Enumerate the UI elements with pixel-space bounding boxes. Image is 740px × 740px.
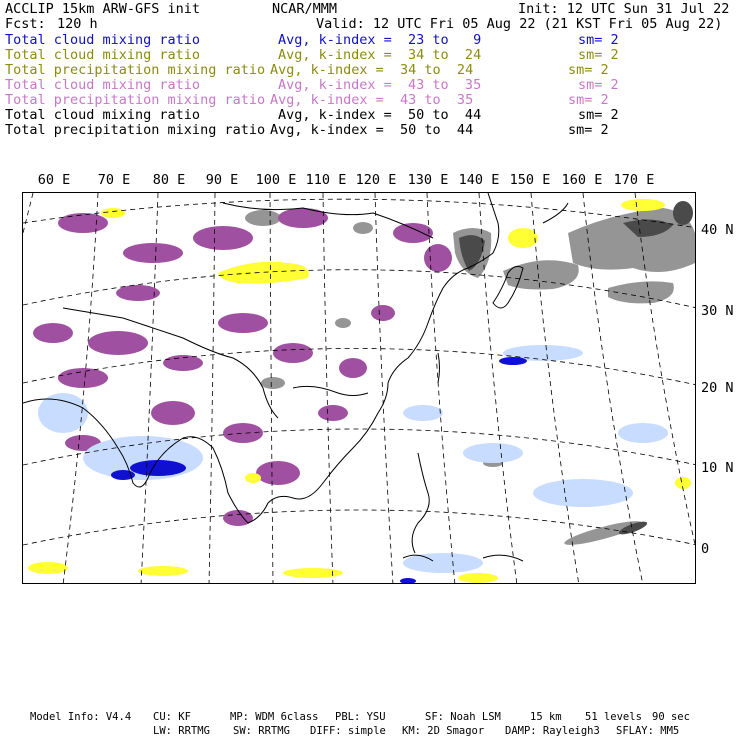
- footer-km: KM: 2D Smagor: [402, 725, 485, 737]
- footer-sflay: SFLAY: MM5: [616, 725, 680, 737]
- fcst-label: Fcst:: [5, 16, 46, 32]
- field-sm: sm= 2: [568, 62, 609, 78]
- lat-label: 0: [701, 541, 710, 557]
- field-sm: sm= 2: [578, 32, 619, 48]
- footer-sf: SF: Noah LSM: [425, 711, 501, 723]
- center-name: NCAR/MMM: [272, 1, 338, 17]
- footer-diff: DIFF: simple: [310, 725, 386, 737]
- purple-precip-field: [33, 208, 452, 526]
- lat-label: 30 N: [701, 303, 734, 319]
- lon-label: 170 E: [613, 172, 655, 188]
- field-name: Total precipitation mixing ratio: [5, 62, 266, 78]
- field-sm: sm= 2: [578, 107, 619, 123]
- field-name: Total precipitation mixing ratio: [5, 92, 266, 108]
- fcst-value: 120 h: [57, 16, 98, 32]
- lon-label: 150 E: [509, 172, 551, 188]
- lon-label: 80 E: [152, 172, 186, 188]
- lon-label: 160 E: [561, 172, 603, 188]
- field-stat: Avg, k-index = 43 to 35: [270, 92, 474, 108]
- field-stat: Avg, k-index = 50 to 44: [278, 107, 482, 123]
- lon-label: 110 E: [305, 172, 347, 188]
- field-name: Total cloud mixing ratio: [5, 107, 201, 123]
- field-stat: Avg, k-index = 34 to 24: [278, 47, 482, 63]
- blue-cloud-field: [111, 357, 527, 584]
- field-stat: Avg, k-index = 43 to 35: [278, 77, 482, 93]
- field-name: Total cloud mixing ratio: [5, 32, 201, 48]
- field-sm: sm= 2: [568, 122, 609, 138]
- field-name: Total precipitation mixing ratio: [5, 122, 266, 138]
- model-title: ACCLIP 15km ARW-GFS init: [5, 1, 201, 17]
- valid-time: Valid: 12 UTC Fri 05 Aug 22 (21 KST Fri 05 Aug 22): [316, 16, 723, 32]
- init-time: Init: 12 UTC Sun 31 Jul 22: [518, 1, 730, 17]
- footer-mp: MP: WDM 6class: [230, 711, 319, 723]
- footer-model-info: Model Info: V4.4: [30, 711, 132, 723]
- footer-pbl: PBL: YSU: [335, 711, 386, 723]
- lat-label: 10 N: [701, 460, 734, 476]
- footer-timestep: 90 sec: [652, 711, 690, 723]
- field-sm: sm= 2: [578, 77, 619, 93]
- lon-label: 70 E: [97, 172, 131, 188]
- lat-label: 40 N: [701, 222, 734, 238]
- map-canvas: [23, 193, 696, 584]
- lat-label: 20 N: [701, 380, 734, 396]
- footer-sw: SW: RRTMG: [233, 725, 290, 737]
- field-stat: Avg, k-index = 50 to 44: [270, 122, 474, 138]
- footer-resolution: 15 km: [530, 711, 562, 723]
- field-sm: sm= 2: [578, 47, 619, 63]
- field-name: Total cloud mixing ratio: [5, 77, 201, 93]
- lon-label: 140 E: [458, 172, 500, 188]
- footer-cu: CU: KF: [153, 711, 191, 723]
- field-name: Total cloud mixing ratio: [5, 47, 201, 63]
- field-stat: Avg, k-index = 34 to 24: [270, 62, 474, 78]
- footer-levels: 51 levels: [585, 711, 642, 723]
- footer-lw: LW: RRTMG: [153, 725, 210, 737]
- lon-label: 90 E: [205, 172, 239, 188]
- field-stat: Avg, k-index = 23 to 9: [278, 32, 482, 48]
- lon-label: 130 E: [407, 172, 449, 188]
- lon-label: 100 E: [255, 172, 297, 188]
- map-panel: [22, 192, 696, 584]
- field-sm: sm= 2: [568, 92, 609, 108]
- footer-damp: DAMP: Rayleigh3: [505, 725, 600, 737]
- lon-label: 120 E: [355, 172, 397, 188]
- lon-label: 60 E: [37, 172, 71, 188]
